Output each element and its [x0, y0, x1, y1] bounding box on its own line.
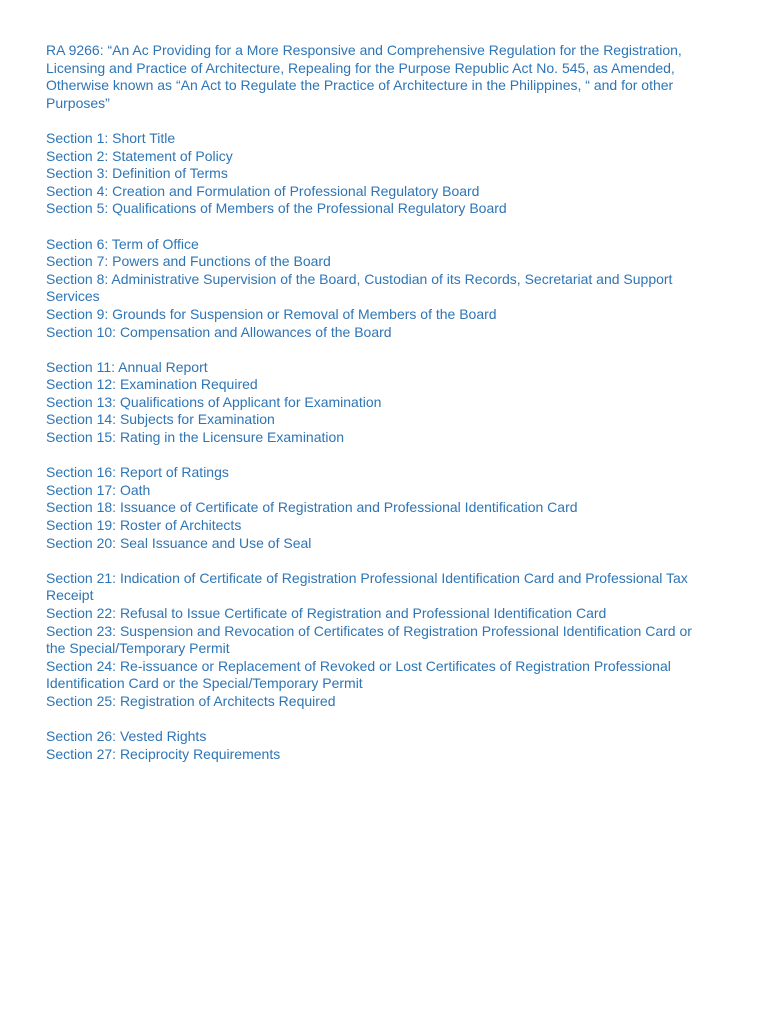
section-17-link[interactable]: Section 17: Oath — [46, 481, 151, 498]
section-20-link[interactable]: Section 20: Seal Issuance and Use of Seal — [46, 534, 312, 551]
section-26-link[interactable]: Section 26: Vested Rights — [46, 728, 207, 745]
section-6-link[interactable]: Section 6: Term of Office — [46, 235, 199, 252]
section-27-link[interactable]: Section 27: Reciprocity Requirements — [46, 745, 281, 762]
section-12-link[interactable]: Section 12: Examination Required — [46, 376, 258, 393]
section-3-link[interactable]: Section 3: Definition of Terms — [46, 165, 228, 182]
section-19-link[interactable]: Section 19: Roster of Architects — [46, 517, 242, 534]
document-page — [46, 42, 708, 763]
section-4-link[interactable]: Section 4: Creation and Formulation of Professional Regulatory Board — [46, 182, 480, 199]
section-13-link[interactable]: Section 13: Qualifications of Applicant for Examination — [46, 393, 382, 410]
section-24-link[interactable]: Section 24: Re-issuance or Replacement of Revoked or Lost Certificates of Registration Professional Identification Card or the Special/Temporary Permit — [46, 657, 671, 692]
section-21-link[interactable]: Section 21: Indication of Certificate of Registration Professional Identification Card and Professional Tax Receipt — [46, 569, 688, 604]
section-group-5 — [46, 570, 708, 711]
section-2-link[interactable]: Section 2: Statement of Policy — [46, 147, 233, 164]
section-group-6 — [46, 728, 708, 763]
section-group-2 — [46, 236, 708, 342]
section-group-4 — [46, 464, 708, 552]
section-22-link[interactable]: Section 22: Refusal to Issue Certificate of Registration and Professional Identification Card — [46, 605, 607, 621]
section-23-link[interactable]: Section 23: Suspension and Revocation of Certificates of Registration Professional Identification Card or the Special/Temporary Permit — [46, 622, 692, 657]
section-1-link[interactable]: Section 1: Short Title — [46, 129, 176, 146]
section-16-link[interactable]: Section 16: Report of Ratings — [46, 464, 229, 481]
section-18-link[interactable]: Section 18: Issuance of Certificate of Registration and Professional Identification Card — [46, 499, 578, 516]
section-7-link[interactable]: Section 7: Powers and Functions of the Board — [46, 253, 331, 270]
section-9-link[interactable]: Section 9: Grounds for Suspension or Removal of Members of the Board — [46, 305, 497, 322]
section-group-1 — [46, 130, 708, 218]
section-8-link[interactable]: Section 8: Administrative Supervision of the Board, Custodian of its Records, Secretariat and Support Services — [46, 270, 673, 305]
section-14-link[interactable]: Section 14: Subjects for Examination — [46, 411, 275, 428]
section-5-link[interactable]: Section 5: Qualifications of Members of the Professional Regulatory Board — [46, 200, 507, 217]
section-25-link[interactable]: Section 25: Registration of Architects Required — [46, 692, 336, 709]
section-10-link[interactable]: Section 10: Compensation and Allowances of the Board — [46, 323, 392, 340]
section-group-3 — [46, 359, 708, 447]
document-title: RA 9266: “An Ac Providing for a More Responsive and Comprehensive Regulation for the Registration, Licensing and Practice of Architecture, Repealing for the Purpose Republic Act No. 545, as Amended, Otherwise known as “An Act to Regulate the Practice of Architecture in the Philippines, “ and for other Purposes” — [46, 42, 682, 111]
section-11-link[interactable]: Section 11: Annual Report — [46, 358, 208, 375]
section-15-link[interactable]: Section 15: Rating in the Licensure Examination — [46, 429, 345, 446]
